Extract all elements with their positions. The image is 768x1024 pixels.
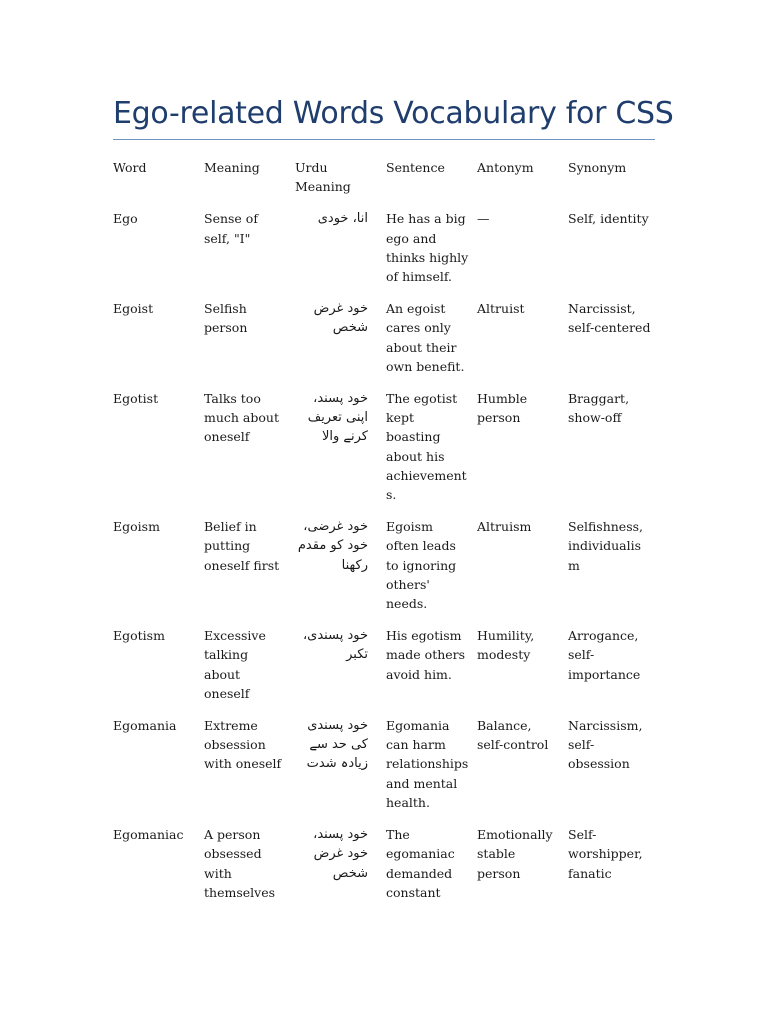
cell-synonym: Narcissist, self-centered	[568, 301, 651, 336]
cell-sentence: The egotist kept boasting about his achievements.	[386, 391, 467, 503]
cell-word: Egoist	[113, 301, 154, 317]
table-row	[109, 388, 655, 516]
header-antonym: Antonym	[477, 160, 534, 175]
cell-meaning: Sense of self, "I"	[204, 211, 258, 246]
cell-antonym: —	[477, 211, 490, 227]
cell-urdu-meaning: خود غرض شخص	[313, 301, 368, 336]
cell-meaning: Excessive talking about oneself	[204, 628, 266, 701]
cell-word: Egomania	[113, 718, 177, 734]
table-row	[109, 516, 655, 625]
cell-urdu-meaning: خود پسندی کی حد سے زیادہ شدت	[306, 718, 368, 772]
cell-meaning: Talks too much about oneself	[204, 391, 279, 445]
cell-sentence: Egomania can harm relationships and mental health.	[386, 718, 469, 810]
cell-urdu-meaning: خود پسند، اپنی تعریف کرنے والا	[307, 391, 368, 445]
table-row	[109, 208, 655, 298]
cell-word: Egotism	[113, 628, 165, 644]
cell-sentence: An egoist cares only about their own benefit.	[386, 301, 465, 374]
cell-synonym: Self, identity	[568, 211, 649, 227]
cell-antonym: Balance, self-control	[477, 718, 549, 753]
cell-synonym: Narcissism, self-obsession	[568, 718, 643, 772]
cell-meaning: A person obsessed with themselves	[204, 827, 276, 900]
cell-word: Egotist	[113, 391, 159, 407]
cell-sentence: Egoism often leads to ignoring others' needs.	[386, 519, 457, 612]
cell-synonym: Self-worshipper, fanatic	[568, 827, 643, 881]
table-row	[109, 298, 655, 388]
header-sentence: Sentence	[386, 160, 445, 175]
cell-antonym: Altruism	[477, 519, 532, 535]
table-row	[109, 715, 655, 824]
vocabulary-table	[109, 157, 655, 914]
cell-urdu-meaning: انا، خودی	[317, 211, 368, 227]
cell-antonym: Altruist	[477, 301, 525, 317]
cell-sentence: His egotism made others avoid him.	[386, 628, 466, 682]
table-row	[109, 824, 655, 914]
cell-urdu-meaning: خود غرضی، خود کو مقدم رکھنا	[297, 519, 368, 573]
cell-sentence: The egomaniac demanded constant	[386, 827, 455, 900]
cell-meaning: Belief in putting oneself first	[204, 519, 280, 573]
cell-synonym: Arrogance, self-importance	[568, 628, 641, 682]
cell-word: Ego	[113, 211, 138, 227]
cell-meaning: Selfish person	[204, 301, 248, 336]
cell-antonym: Emotionally stable person	[477, 827, 553, 881]
header-word: Word	[113, 160, 147, 175]
cell-antonym: Humility, modesty	[477, 628, 535, 663]
header-synonym: Synonym	[568, 160, 627, 175]
cell-meaning: Extreme obsession with oneself	[204, 718, 282, 772]
cell-synonym: Braggart, show-off	[568, 391, 630, 426]
table-row	[109, 625, 655, 715]
cell-urdu-meaning: خود پسند، خود غرض شخص	[313, 827, 368, 881]
cell-urdu-meaning: خود پسندی، تکبر	[302, 628, 368, 663]
title-underline	[113, 139, 655, 140]
cell-word: Egoism	[113, 519, 160, 535]
cell-sentence: He has a big ego and thinks highly of himself.	[386, 211, 469, 285]
cell-antonym: Humble person	[477, 391, 528, 426]
cell-word: Egomaniac	[113, 827, 184, 843]
table-header-row	[109, 157, 655, 208]
cell-synonym: Selfishness, individualism	[568, 519, 644, 573]
header-meaning: Meaning	[204, 160, 260, 175]
document-title: Ego-related Words Vocabulary for CSS	[113, 96, 674, 131]
header-urdu-meaning: Urdu Meaning	[295, 160, 351, 195]
